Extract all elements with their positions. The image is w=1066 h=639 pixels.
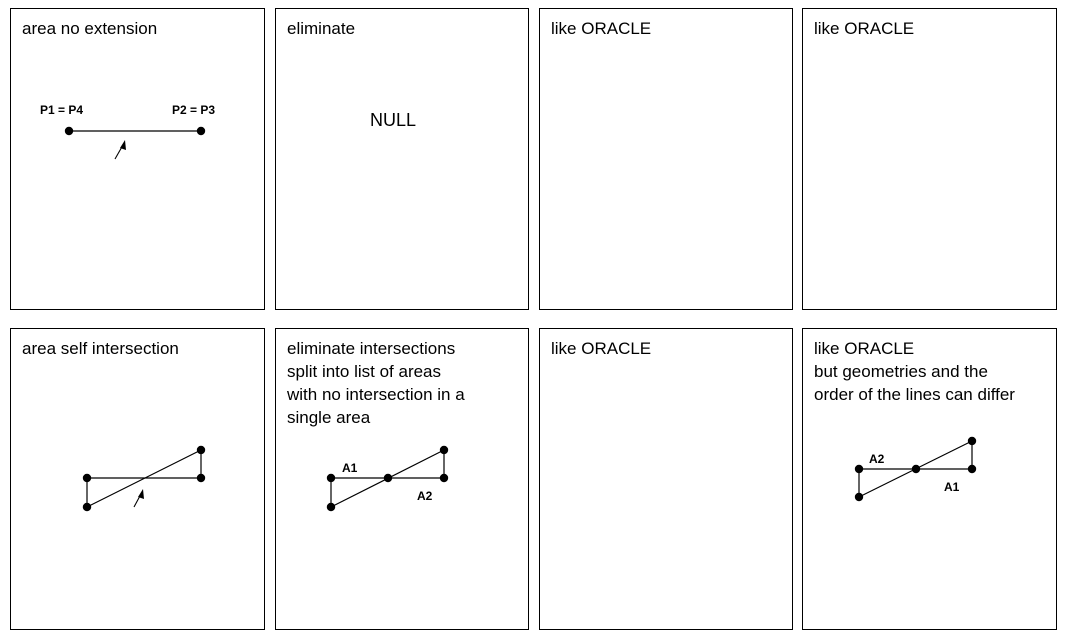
- panel-title-line: eliminate intersections: [287, 339, 456, 358]
- degenerate-line-diagram: [11, 9, 266, 311]
- vertex: [327, 503, 335, 511]
- panel-title: [551, 17, 651, 40]
- vertex: [855, 493, 863, 501]
- panel-title-line: like ORACLE: [551, 19, 652, 38]
- panel-title: [551, 337, 651, 360]
- panel-like-oracle-2: [802, 8, 1057, 310]
- panel-title-line: with no intersection in a: [287, 385, 465, 404]
- vertex-intersection: [912, 465, 920, 473]
- panel-title-line: but geometries and the: [814, 362, 988, 381]
- null-result: NULL: [370, 110, 417, 130]
- panel-like-oracle-3: [539, 328, 793, 630]
- panel-title-line: like ORACLE: [814, 339, 915, 358]
- label-p1-p4: P1 = P4: [40, 103, 84, 117]
- split-areas-diagram: [276, 329, 530, 631]
- vertex-p1-p4: [65, 127, 73, 135]
- panel-title-line: order of the lines can differ: [814, 385, 1015, 404]
- panel-title: [814, 17, 914, 40]
- panel-title-line: single area: [287, 408, 371, 427]
- vertex: [83, 474, 91, 482]
- vertex: [327, 474, 335, 482]
- vertex: [83, 503, 91, 511]
- vertex: [197, 474, 205, 482]
- panel-like-oracle-different-order: [802, 328, 1057, 630]
- panel-area-no-extension: [10, 8, 265, 310]
- vertex-p2-p3: [197, 127, 205, 135]
- vertex: [197, 446, 205, 454]
- panel-title-line: eliminate: [287, 19, 356, 38]
- vertex: [968, 465, 976, 473]
- label-a1: A1: [944, 480, 960, 494]
- panel-like-oracle-1: [539, 8, 793, 310]
- panel-title-line: like ORACLE: [814, 19, 915, 38]
- self-intersection-diagram: [11, 329, 266, 631]
- vertex: [968, 437, 976, 445]
- label-a1: A1: [342, 461, 358, 475]
- panel-title: [287, 17, 355, 40]
- panel-eliminate: [275, 8, 529, 310]
- panel-eliminate-intersections: [275, 328, 529, 630]
- label-a2: A2: [417, 489, 433, 503]
- vertex: [440, 474, 448, 482]
- arrow-icon: [134, 489, 144, 507]
- vertex-intersection: [384, 474, 392, 482]
- vertex: [855, 465, 863, 473]
- arrow-icon: [115, 140, 126, 159]
- panel-title-line: like ORACLE: [551, 339, 652, 358]
- panel-title-line: split into list of areas: [287, 362, 442, 381]
- label-a2: A2: [869, 452, 885, 466]
- panel-area-self-intersection: [10, 328, 265, 630]
- panel-title-line: area self intersection: [22, 339, 179, 358]
- label-p2-p3: P2 = P3: [172, 103, 216, 117]
- reordered-areas-diagram: [803, 329, 1058, 631]
- panel-title-line: area no extension: [22, 19, 158, 38]
- vertex: [440, 446, 448, 454]
